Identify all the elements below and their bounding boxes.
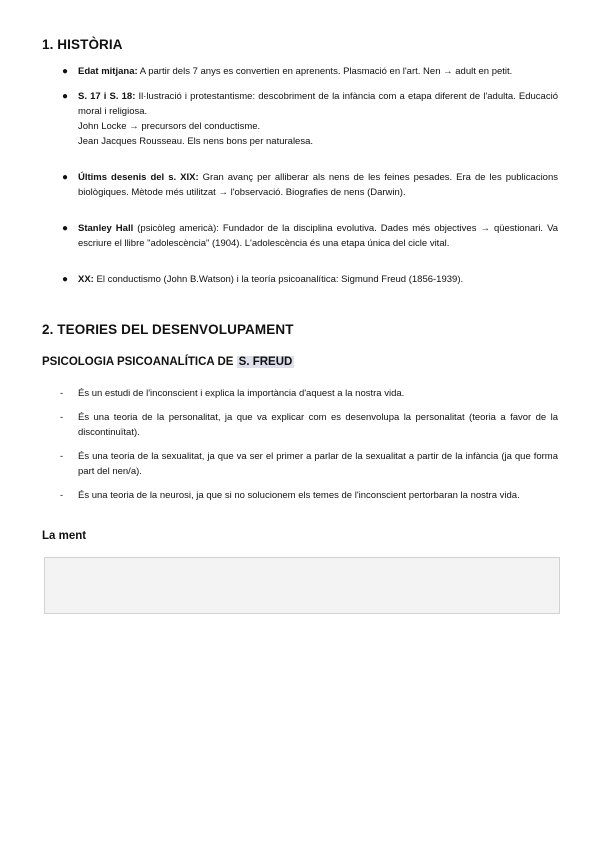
list-item [42,386,558,401]
section-title-historia: 1. HISTÒRIA [42,37,123,52]
bullet-icon: ● [62,66,69,77]
dash-icon: - [60,490,64,501]
list-item [42,170,558,200]
subtitle-freud [42,356,294,368]
bullet-icon: ● [62,274,69,285]
subtitle-highlight: S. FREUD [238,356,293,368]
mind-heading: La ment [42,530,87,542]
item-text: (psicòleg americà): Fundador de la disciplina evolutiva. Dades més objectives → qüestionari. Va escriure el llibre "adolescència" (1904). L'adolescència és una etapa única del cicle vital. [78,223,558,249]
history-list [42,64,558,287]
dash-icon: - [60,388,64,399]
list-item [42,64,558,79]
item-text: A partir dels 7 anys es convertien en aprenents. Plasmació en l'art. Nen → adult en petit. [139,66,513,77]
item-label: Últims desenis del s. XIX: [78,172,199,183]
bullet-icon: ● [62,172,69,183]
item-label: XX: [78,274,94,285]
item-label: S. 17 i S. 18: [78,91,136,102]
dash-icon: - [60,412,64,423]
section-title-teories: 2. TEORIES DEL DESENVOLUPAMENT [42,322,294,337]
item-text: John Locke → precursors del conductisme. [78,121,261,132]
item-text: El conductismo (John B.Watson) i la teoría psicoanalítica: Sigmund Freud (1856-1939). [96,274,464,285]
list-item [42,410,558,440]
item-text: És un estudi de l'inconscient i explica la importància d'aquest a la nostra vida. [78,388,405,399]
subtitle-text: PSICOLOGIA PSICOANALÍTICA DE [42,356,234,368]
content-box [44,557,560,614]
item-label: Stanley Hall [78,223,134,234]
list-item [42,488,558,503]
list-item [42,89,558,149]
list-item [42,272,558,287]
item-label: Edat mitjana: [78,66,138,77]
item-text: Gran avanç per alliberar als nens de les feines pesades. Era de les publicacions biològiques. Mètode més utilitzat → l'observació. Biografies de nens (Darwin). [78,172,558,198]
item-text: És una teoria de la sexualitat, ja que va ser el primer a parlar de la sexualitat a partir de la infància (ja que forma part del nen/a). [78,451,558,477]
item-text: Il·lustració i protestantisme: descobriment de la infància com a etapa diferent de l'adulta. Educació moral i religiosa. [78,91,558,117]
dash-icon: - [60,451,64,462]
list-item [42,221,558,251]
freud-list [42,386,558,503]
item-text: És una teoria de la personalitat, ja que va explicar com es desenvolupa la personalitat (teoria a favor de la discontinuïtat). [78,412,558,438]
bullet-icon: ● [62,223,69,234]
item-text: És una teoria de la neurosi, ja que si no solucionem els temes de l'inconscient pertorbaran la nostra vida. [78,490,520,501]
bullet-icon: ● [62,91,69,102]
item-text: Jean Jacques Rousseau. Els nens bons per naturalesa. [78,136,314,147]
list-item [42,449,558,479]
